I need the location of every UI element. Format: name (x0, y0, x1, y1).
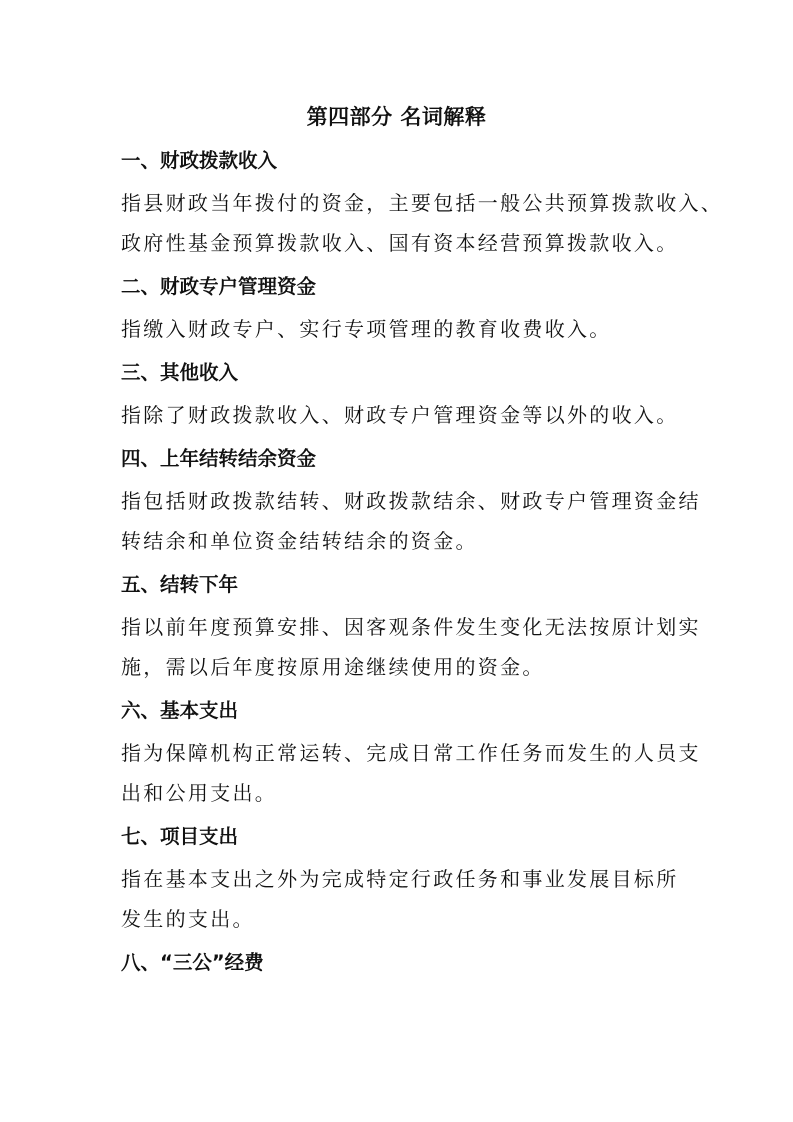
section-fiscal-appropriation-income (121, 141, 724, 263)
section-other-income (121, 353, 701, 435)
paragraph-line: 指县财政当年拨付的资金，主要包括一般公共预算拨款收入、 (121, 191, 724, 215)
paragraph-line: 指在基本支出之外为完成特定行政任务和事业发展目标所 (121, 867, 679, 891)
section-heading: 四、上年结转结余资金 (121, 447, 317, 470)
paragraph-line: 指除了财政拨款收入、财政专户管理资金等以外的收入。 (121, 403, 679, 427)
section-paragraph (121, 395, 701, 435)
paragraph-line: 指为保障机构正常运转、完成日常工作任务而发生的人员支 (121, 741, 701, 765)
section-paragraph (121, 309, 701, 349)
section-paragraph (121, 607, 701, 687)
section-carryover-balance-funds (121, 439, 701, 561)
paragraph-line: 转结余和单位资金结转结余的资金。 (121, 529, 478, 553)
section-heading: 六、基本支出 (121, 699, 239, 722)
section-heading: 一、财政拨款收入 (121, 149, 278, 172)
section-heading: 三、其他收入 (121, 361, 239, 384)
section-paragraph (121, 481, 701, 561)
section-paragraph (121, 733, 701, 813)
section-carry-forward-next-year (121, 565, 701, 687)
section-paragraph (121, 859, 701, 939)
section-special-account-funds (121, 267, 701, 349)
page-title: 第四部分 名词解释 (306, 105, 487, 129)
paragraph-line: 指以前年度预算安排、因客观条件发生变化无法按原计划实 (121, 615, 701, 639)
section-heading: 五、结转下年 (121, 573, 239, 596)
paragraph-line: 指缴入财政专户、实行专项管理的教育收费收入。 (121, 317, 612, 341)
section-heading: 八、“三公”经费 (121, 951, 264, 974)
section-heading: 七、项目支出 (121, 825, 239, 848)
paragraph-line: 指包括财政拨款结转、财政拨款结余、财政专户管理资金结 (121, 489, 701, 513)
section-project-expenditure (121, 817, 701, 939)
section-heading: 二、财政专户管理资金 (121, 275, 317, 298)
paragraph-line: 施，需以后年度按原用途继续使用的资金。 (121, 655, 545, 679)
section-paragraph (121, 183, 724, 263)
paragraph-line: 政府性基金预算拨款收入、国有资本经营预算拨款收入。 (121, 231, 679, 255)
paragraph-line: 出和公用支出。 (121, 781, 278, 805)
document-body (121, 141, 724, 983)
paragraph-line: 发生的支出。 (121, 907, 255, 931)
section-three-public-expenses (121, 943, 701, 983)
section-basic-expenditure (121, 691, 701, 813)
